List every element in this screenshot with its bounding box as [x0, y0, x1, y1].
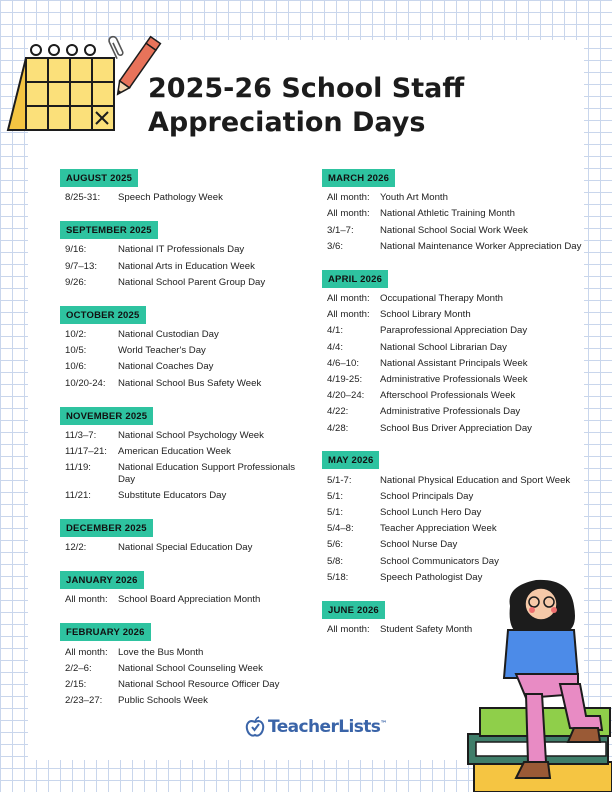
event-date: All month:: [327, 624, 370, 636]
month-badge: MAY 2026: [322, 451, 379, 469]
event-name: Administrative Professionals Week: [380, 373, 528, 385]
event-date: 10/2:: [65, 329, 87, 341]
event-date: 11/19:: [65, 462, 91, 474]
event-name: School Library Month: [380, 309, 471, 321]
event-row: [60, 258, 310, 274]
event-name: National School Bus Safety Week: [118, 377, 262, 389]
event-date: 2/15:: [65, 678, 87, 690]
event-date: 12/2:: [65, 542, 87, 554]
event-date: 5/6:: [327, 539, 344, 551]
event-row: [60, 644, 310, 660]
event-name: National School Social Work Week: [380, 224, 528, 236]
month-badge: FEBRUARY 2026: [60, 623, 151, 641]
event-date: 9/16:: [65, 244, 87, 256]
event-row: [60, 693, 310, 709]
event-row: [60, 428, 310, 444]
event-row: [60, 540, 310, 556]
event-row: [60, 359, 310, 375]
trademark: ™: [380, 719, 387, 728]
event-name: Paraprofessional Appreciation Day: [380, 325, 528, 337]
event-date: 5/18:: [327, 571, 349, 583]
month-section: [60, 220, 310, 291]
month-badge: DECEMBER 2025: [60, 519, 153, 537]
event-date: 5/8:: [327, 555, 344, 567]
event-name: World Teacher's Day: [118, 345, 206, 357]
event-name: Occupational Therapy Month: [380, 293, 504, 305]
event-row: [60, 327, 310, 343]
event-row: [322, 505, 584, 521]
event-row: [322, 206, 584, 222]
event-name: National Assistant Principals Week: [380, 357, 528, 369]
month-section: [60, 622, 310, 709]
event-row: [322, 521, 584, 537]
event-row: [60, 488, 310, 504]
event-name: School Communicators Day: [380, 555, 499, 567]
event-name: Student Safety Month: [380, 624, 473, 636]
page-title: [148, 72, 568, 140]
event-date: 4/4:: [327, 341, 344, 353]
event-date: 5/1:: [327, 507, 344, 519]
month-badge: OCTOBER 2025: [60, 306, 146, 324]
event-row: [60, 660, 310, 676]
apple-icon: [245, 716, 265, 738]
event-date: 10/6:: [65, 361, 87, 373]
event-name: National IT Professionals Day: [118, 244, 245, 256]
event-name: National School Counseling Week: [118, 662, 263, 674]
month-badge: JANUARY 2026: [60, 571, 144, 589]
event-date: All month:: [327, 208, 370, 220]
month-badge: MARCH 2026: [322, 169, 395, 187]
event-date: 5/1-7:: [327, 474, 352, 486]
event-date: 9/26:: [65, 276, 87, 288]
event-name: National Arts in Education Week: [118, 260, 255, 272]
event-row: [60, 375, 310, 391]
event-name: National School Resource Officer Day: [118, 678, 280, 690]
event-name: Substitute Educators Day: [118, 489, 227, 501]
event-name: Love the Bus Month: [118, 646, 204, 658]
event-name: Afterschool Professionals Week: [380, 390, 516, 402]
event-row: [322, 537, 584, 553]
event-date: All month:: [65, 594, 108, 606]
event-name: School Board Appreciation Month: [118, 594, 261, 606]
event-date: All month:: [65, 646, 108, 658]
event-name: Speech Pathology Week: [118, 192, 223, 204]
event-name: National Education Support Professionals Day: [118, 462, 296, 485]
event-row: [60, 275, 310, 291]
month-badge: AUGUST 2025: [60, 169, 138, 187]
event-row: [322, 472, 584, 488]
event-name: Speech Pathologist Day: [380, 571, 483, 583]
event-row: [322, 291, 584, 307]
event-row: [322, 356, 584, 372]
title-line-2: Appreciation Days: [148, 107, 426, 138]
event-row: [322, 388, 584, 404]
event-date: 4/22:: [327, 406, 349, 418]
event-date: 11/21:: [65, 489, 91, 501]
event-row: [322, 323, 584, 339]
month-badge: APRIL 2026: [322, 270, 388, 288]
calendar-icon: [6, 40, 116, 140]
event-name: National Maintenance Worker Appreciation Day: [380, 240, 582, 252]
event-row: [322, 222, 584, 238]
event-row: [60, 460, 310, 488]
event-row: [322, 489, 584, 505]
event-date: 11/3–7:: [65, 429, 97, 441]
event-name: American Education Week: [118, 445, 231, 457]
teacher-illustration: [466, 566, 612, 792]
event-date: All month:: [327, 192, 370, 204]
month-section: [322, 269, 584, 437]
event-name: National Custodian Day: [118, 329, 219, 341]
event-date: 11/17–21:: [65, 445, 107, 457]
event-date: 10/5:: [65, 345, 87, 357]
month-section: [60, 305, 310, 392]
event-name: National School Parent Group Day: [118, 276, 266, 288]
event-name: National School Psychology Week: [118, 429, 264, 441]
event-row: [322, 307, 584, 323]
event-name: School Bus Driver Appreciation Day: [380, 422, 532, 434]
event-name: Public Schools Week: [118, 695, 208, 707]
teacherlists-logo: [245, 716, 387, 738]
event-date: 2/23–27:: [65, 695, 103, 707]
event-date: 3/6:: [327, 240, 344, 252]
event-date: 5/4–8:: [327, 523, 354, 535]
event-name: Teacher Appreciation Week: [380, 523, 497, 535]
event-row: [60, 592, 310, 608]
event-date: 4/19-25:: [327, 373, 363, 385]
event-row: [60, 343, 310, 359]
event-date: 9/7–13:: [65, 260, 98, 272]
event-name: School Nurse Day: [380, 539, 458, 551]
event-date: 3/1–7:: [327, 224, 354, 236]
event-date: 4/6–10:: [327, 357, 360, 369]
event-row: [60, 444, 310, 460]
event-date: All month:: [327, 309, 370, 321]
event-date: 5/1:: [327, 490, 344, 502]
event-name: School Lunch Hero Day: [380, 507, 482, 519]
left-column: [60, 168, 310, 723]
event-date: 10/20-24:: [65, 377, 106, 389]
event-date: All month:: [327, 293, 370, 305]
event-date: 4/1:: [327, 325, 344, 337]
event-row: [60, 677, 310, 693]
event-name: School Principals Day: [380, 490, 474, 502]
month-section: [60, 518, 310, 556]
event-date: 4/28:: [327, 422, 349, 434]
logo-text: TeacherLists™: [268, 717, 387, 737]
event-row: [322, 239, 584, 255]
event-name: Administrative Professionals Day: [380, 406, 521, 418]
event-date: 8/25-31:: [65, 192, 101, 204]
event-row: [322, 190, 584, 206]
event-date: 2/2–6:: [65, 662, 92, 674]
month-section: [60, 406, 310, 504]
month-badge: JUNE 2026: [322, 601, 385, 619]
month-section: [60, 168, 310, 206]
event-name: National Athletic Training Month: [380, 208, 515, 220]
month-badge: NOVEMBER 2025: [60, 407, 153, 425]
event-date: 4/20–24:: [327, 390, 365, 402]
event-name: National Coaches Day: [118, 361, 214, 373]
event-row: [322, 372, 584, 388]
event-row: [322, 404, 584, 420]
month-badge: SEPTEMBER 2025: [60, 221, 158, 239]
event-row: [60, 242, 310, 258]
title-line-1: 2025-26 School Staff: [148, 73, 465, 104]
event-row: [322, 420, 584, 436]
event-name: National Physical Education and Sport Week: [380, 474, 571, 486]
month-section: [60, 570, 310, 608]
event-row: [60, 190, 310, 206]
month-section: [322, 168, 584, 255]
event-row: [322, 339, 584, 355]
event-name: National School Librarian Day: [380, 341, 507, 353]
event-name: National Special Education Day: [118, 542, 253, 554]
event-name: Youth Art Month: [380, 192, 448, 204]
